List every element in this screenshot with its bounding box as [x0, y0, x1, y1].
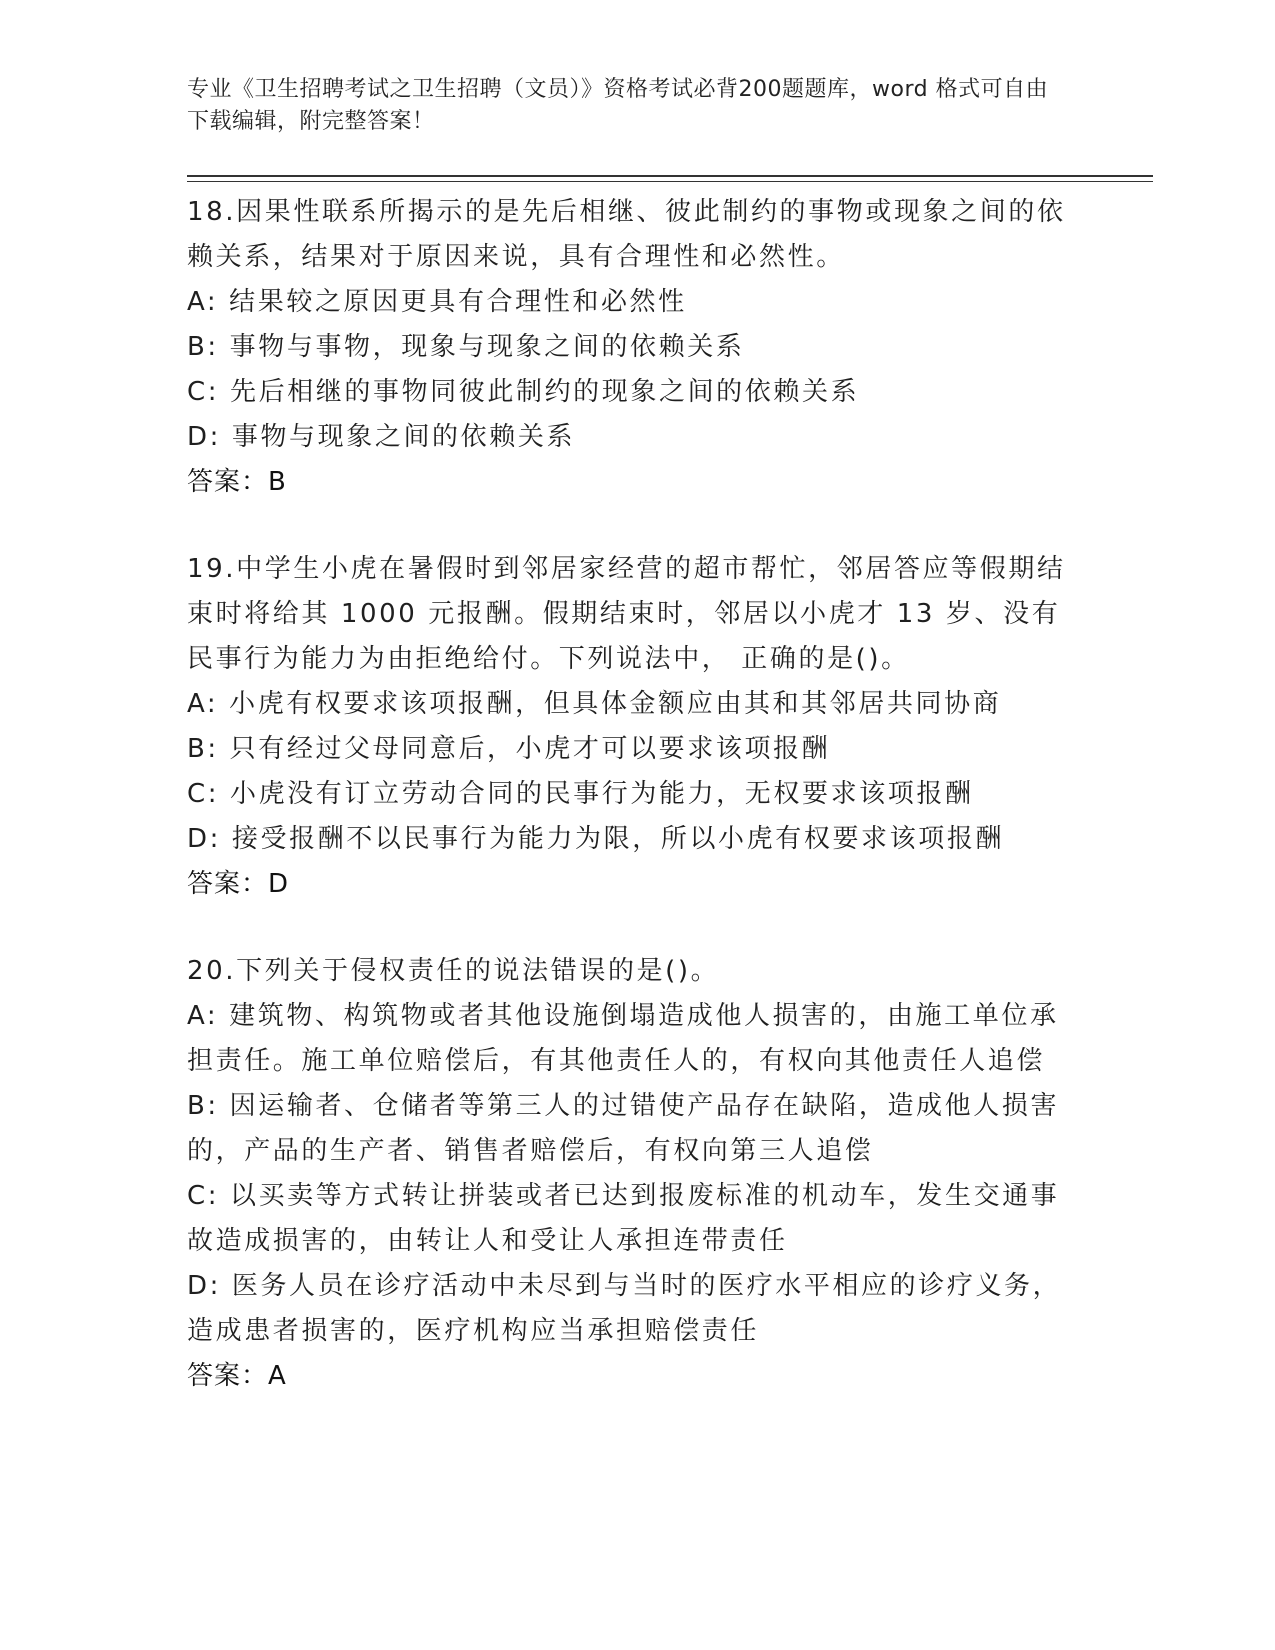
option-d: D: 接受报酬不以民事行为能力为限，所以小虎有权要求该项报酬 [187, 824, 1005, 854]
option-c: C: 小虎没有订立劳动合同的民事行为能力，无权要求该项报酬 [187, 779, 974, 809]
answer-label: 答案：B [187, 467, 287, 497]
question-20 [187, 949, 1087, 1399]
answer-label: 答案：D [187, 869, 290, 899]
document-header: 专业《卫生招聘考试之卫生招聘（文员）》资格考试必背200题题库，word 格式可自由下载编辑，附完整答案！ [187, 77, 1049, 134]
option-c: C: 以买卖等方式转让拼装或者已达到报废标准的机动车，发生交通事故造成损害的，由转让人和受让人承担连带责任 [187, 1181, 1060, 1256]
answer-label: 答案：A [187, 1361, 287, 1391]
option-b: B: 事物与事物，现象与现象之间的依赖关系 [187, 332, 745, 362]
option-a: A: 建筑物、构筑物或者其他设施倒塌造成他人损害的，由施工单位承担责任。施工单位赔偿后，有其他责任人的，有权向其他责任人追偿 [187, 1001, 1059, 1076]
option-a: A: 结果较之原因更具有合理性和必然性 [187, 287, 687, 317]
option-c: C: 先后相继的事物同彼此制约的现象之间的依赖关系 [187, 377, 860, 407]
option-d: D: 医务人员在诊疗活动中未尽到与当时的医疗水平相应的诊疗义务，造成患者损害的，医疗机构应当承担赔偿责任 [187, 1271, 1062, 1346]
option-b: B: 只有经过父母同意后，小虎才可以要求该项报酬 [187, 734, 831, 764]
question-19 [187, 547, 1087, 907]
question-list [187, 190, 1087, 1441]
question-text: 20.下列关于侵权责任的说法错误的是()。 [187, 956, 720, 986]
option-a: A: 小虎有权要求该项报酬，但具体金额应由其和其邻居共同协商 [187, 689, 1002, 719]
question-text: 18.因果性联系所揭示的是先后相继、彼此制约的事物或现象之间的依赖关系，结果对于原因来说，具有合理性和必然性。 [187, 197, 1066, 272]
option-d: D: 事物与现象之间的依赖关系 [187, 422, 576, 452]
question-18 [187, 190, 1087, 505]
header-divider [187, 175, 1153, 182]
question-text: 19.中学生小虎在暑假时到邻居家经营的超市帮忙，邻居答应等假期结束时将给其 1000 元报酬。假期结束时，邻居以小虎才 13 岁、没有民事行为能力为由拒绝给付。下列说法中， 正确的是()。 [187, 554, 1066, 674]
option-b: B: 因运输者、仓储者等第三人的过错使产品存在缺陷，造成他人损害的，产品的生产者、销售者赔偿后，有权向第三人追偿 [187, 1091, 1060, 1166]
